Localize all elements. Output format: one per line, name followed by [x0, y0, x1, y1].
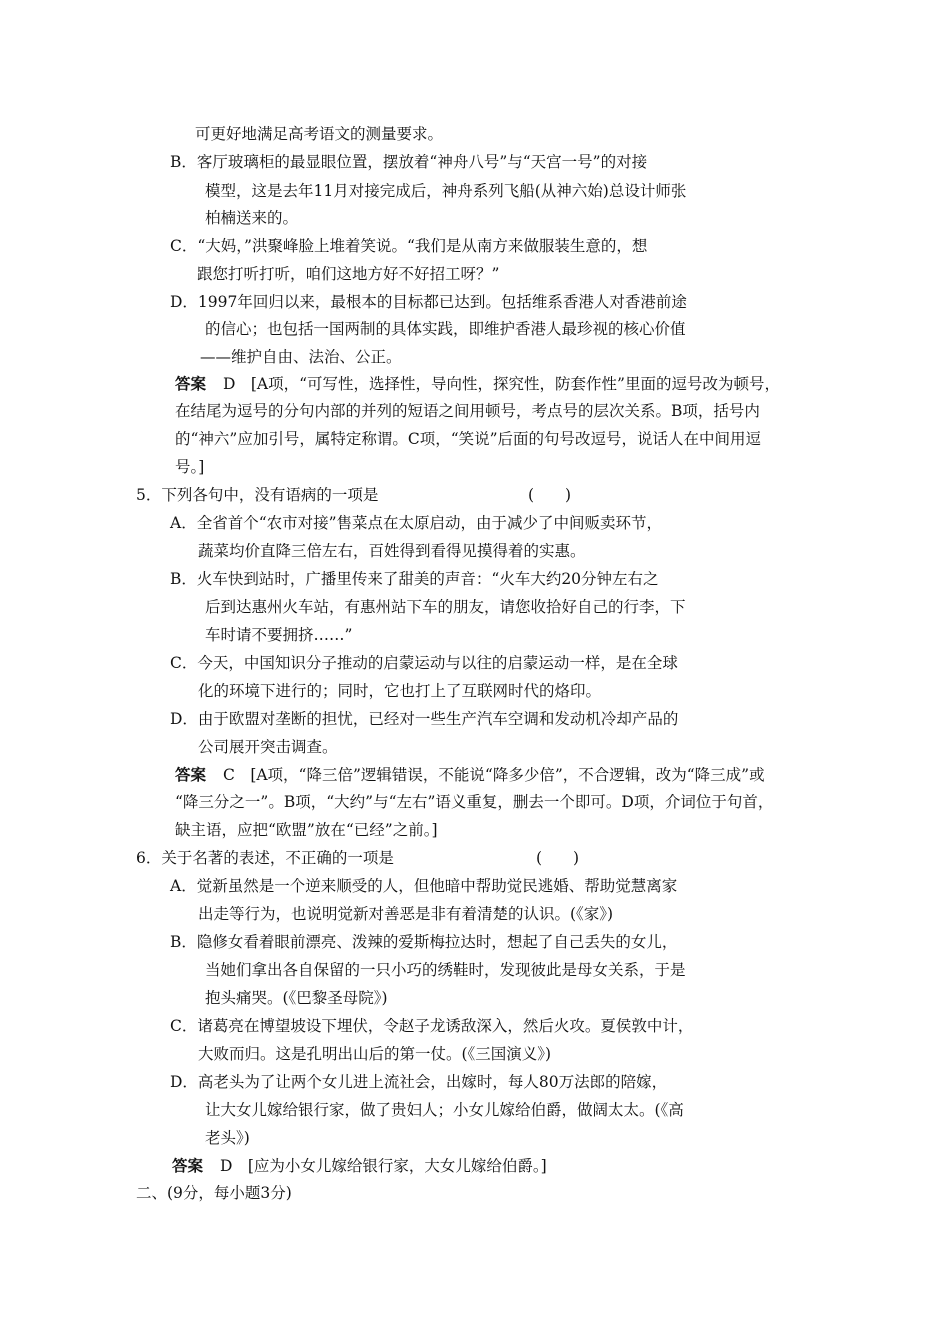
q5-option-c-line-2: 化的环境下进行的；同时，它也打上了互联网时代的烙印。 [198, 682, 602, 700]
q6-option-b-line-1: B．隐修女看着眼前漂亮、泼辣的爱斯梅拉达时，想起了自己丢失的女儿， [170, 933, 678, 951]
q5-option-a-line-2: 蔬菜均价直降三倍左右，百姓得到看得见摸得着的实惠。 [198, 542, 586, 560]
q6-option-b-line-3: 抱头痛哭。(《巴黎圣母院》) [205, 989, 388, 1007]
q6-answer-paren: ( ) [536, 849, 580, 867]
q4-option-b-line-2: 模型，这是去年11月对接完成后，神舟系列飞船(从神六始)总设计师张 [205, 182, 687, 200]
q4-option-d-line-2: 的信心；也包括一国两制的具体实践，即维护香港人最珍视的核心价值 [205, 320, 686, 338]
q5-answer-line-3: 缺主语，应把“欧盟”放在“已经”之前。] [175, 821, 438, 839]
q6-stem: 6．关于名著的表述，不正确的一项是 [136, 849, 394, 867]
q5-answer-paren: ( ) [528, 486, 572, 504]
q4-option-c-line-2: 跟您打听打听，咱们这地方好不好招工呀？” [197, 265, 500, 283]
q4-answer-line-3: 的“神六”应加引号，属特定称谓。C项，“笑说”后面的句号改逗号，说话人在中间用逗 [175, 430, 762, 448]
q6-option-d-line-3: 老头》) [205, 1129, 250, 1147]
q5-option-d-line-1: D．由于欧盟对垄断的担忧，已经对一些生产汽车空调和发动机冷却产品的 [170, 710, 679, 728]
q5-stem: 5．下列各句中，没有语病的一项是 [136, 486, 379, 504]
q4-option-b-line-3: 柏楠送来的。 [205, 209, 299, 227]
q6-option-c-line-1: C．诸葛亮在博望坡设下埋伏，令赵子龙诱敌深入，然后火攻。夏侯敦中计， [170, 1017, 694, 1035]
q4-answer-line-1 [175, 374, 780, 394]
q6-option-a-line-1: A．觉新虽然是一个逆来顺受的人，但他暗中帮助觉民逃婚、帮助觉慧离家 [170, 877, 678, 895]
q4-answer-line-4: 号。] [175, 458, 205, 476]
q4-answer-line-2: 在结尾为逗号的分句内部的并列的短语之间用顿号，考点号的层次关系。B项，括号内 [175, 402, 760, 420]
q5-option-d-line-2: 公司展开突击调查。 [198, 738, 338, 756]
answer-label: 答案 [175, 765, 207, 784]
q6-option-d-line-1: D．高老头为了让两个女儿进上流社会，出嫁时，每人80万法郎的陪嫁， [170, 1073, 668, 1091]
q6-option-d-line-2: 让大女儿嫁给银行家，做了贵妇人；小女儿嫁给伯爵，做阔太太。(《高 [205, 1101, 684, 1119]
section-two-heading: 二、(9分，每小题3分) [136, 1184, 292, 1202]
q4-option-c-line-1: C．“大妈，”洪聚峰脸上堆着笑说。“我们是从南方来做服装生意的，想 [170, 237, 648, 255]
answer-label: 答案 [172, 1156, 204, 1175]
q6-option-b-line-2: 当她们拿出各自保留的一只小巧的绣鞋时，发现彼此是母女关系，于是 [205, 961, 686, 979]
q5-option-a-line-1: A．全省首个“农市对接”售菜点在太原启动，由于减少了中间贩卖环节， [170, 514, 663, 532]
q5-option-c-line-1: C．今天，中国知识分子推动的启蒙运动与以往的启蒙运动一样，是在全球 [170, 654, 678, 672]
answer-label: 答案 [175, 374, 207, 393]
q6-option-c-line-2: 大败而归。这是孔明出山后的第一仗。(《三国演义》) [198, 1045, 552, 1063]
q4-option-d-line-3: ——维护自由、法治、公正。 [200, 348, 402, 366]
q4-option-b-line-1: B．客厅玻璃柜的最显眼位置，摆放着“神舟八号”与“天宫一号”的对接 [170, 153, 648, 171]
q6-option-a-line-2: 出走等行为，也说明觉新对善恶是非有着清楚的认识。(《家》) [198, 905, 614, 923]
q5-option-b-line-1: B．火车快到站时，广播里传来了甜美的声音：“火车大约20分钟左右之 [170, 570, 659, 588]
answer-text: D [A项，“可写性，选择性，导向性，探究性，防套作性”里面的逗号改为顿号， [222, 375, 780, 393]
q4-option-d-line-1: D．1997年回归以来，最根本的目标都已达到。包括维系香港人对香港前途 [170, 293, 687, 311]
q6-answer-line-1 [172, 1156, 547, 1176]
q5-answer-line-2: “降三分之一”。B项，“大约”与“左右”语义重复，删去一个即可。D项，介词位于句首， [175, 793, 774, 811]
q5-answer-line-1 [175, 765, 765, 785]
answer-text: D [应为小女儿嫁给银行家，大女儿嫁给伯爵。] [219, 1157, 547, 1175]
answer-text: C [A项，“降三倍”逻辑错误，不能说“降多少倍”，不合逻辑，改为“降三成”或 [222, 766, 765, 784]
q5-option-b-line-3: 车时请不要拥挤……” [205, 626, 353, 644]
q5-option-b-line-2: 后到达惠州火车站，有惠州站下车的朋友，请您收拾好自己的行李，下 [205, 598, 686, 616]
intro-line: 可更好地满足高考语文的测量要求。 [195, 125, 444, 143]
